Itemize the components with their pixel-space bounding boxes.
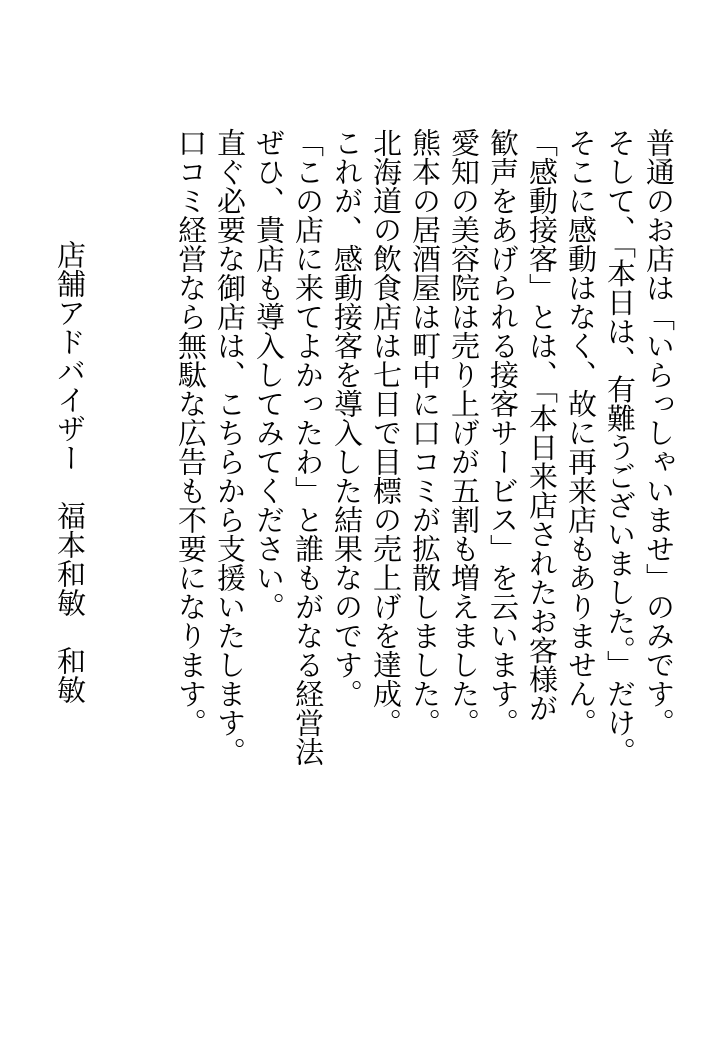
text-line: 歓声をあげられる接客サービス」を云います。 bbox=[486, 128, 520, 737]
text-line: そして、「本日は、有難うございました。」だけ。 bbox=[603, 128, 637, 766]
signature: 店舗アドバイザー 福本和敏 和敏 bbox=[53, 240, 87, 704]
text-line: 普通のお店は「いらっしゃいませ」のみです。 bbox=[642, 128, 676, 737]
text-line: これが、感動接客を導入した結果なのです。 bbox=[330, 128, 364, 708]
text-line: 熊本の居酒屋は町中に口コミが拡散しました。 bbox=[408, 128, 442, 737]
text-line: 「感動接客」とは、「本日来店されたお客様が bbox=[525, 128, 559, 723]
text-line: 「この店に来てよかったわ」と誰もがなる経営法 bbox=[291, 128, 325, 766]
text-line: 北海道の飲食店は七日で目標の売上げを達成。 bbox=[369, 128, 403, 737]
text-line: そこに感動はなく、故に再来店もありません。 bbox=[564, 128, 598, 737]
text-line: 愛知の美容院は売り上げが五割も増えました。 bbox=[447, 128, 481, 737]
text-line: 口コミ経営なら無駄な広告も不要になります。 bbox=[174, 128, 208, 737]
text-line: ぜひ、貴店も導入してみてください。 bbox=[252, 128, 286, 621]
text-line: 直ぐ必要な御店は、こちらから支援いたします。 bbox=[213, 128, 247, 766]
body-text bbox=[171, 128, 678, 918]
